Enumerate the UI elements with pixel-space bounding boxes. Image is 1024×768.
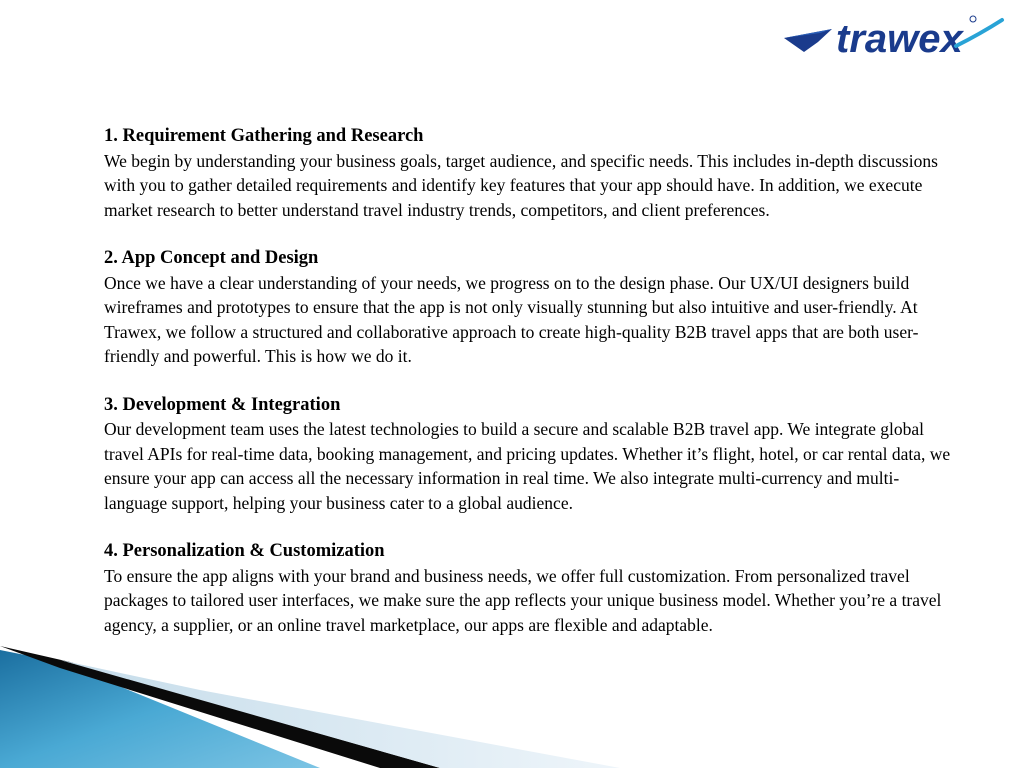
section-development-integration [104,393,954,516]
section-title: 2. App Concept and Design [104,248,319,268]
logo-text: trawex [836,17,963,61]
section-app-concept-design [104,246,954,369]
arrow-wing-icon [780,12,1005,64]
document-content [104,124,954,661]
section-title: 3. Development & Integration [104,394,341,415]
section-body: Once we have a clear understanding of your needs, we progress on to the design phase. Our UX/UI designers build wireframes and prototypes to ensure that the app is not only visually stunning but also intuitive and user-friendly. At Trawex, we follow a structured and collaborative approach to create high-quality B2B travel apps that are both user-friendly and powerful. This is how we do it. [104,272,919,366]
trawex-logo [780,12,1005,64]
section-body: To ensure the app aligns with your brand and business needs, we offer full customization. From personalized travel packages to tailored user interfaces, we make sure the app reflects your unique business model. Whether you’re a travel agency, a supplier, or an online travel marketplace, our apps are flexible and adaptable. [104,565,942,635]
section-title: 4. Personalization & Customization [104,541,385,561]
section-body: Our development team uses the latest technologies to build a secure and scalable B2B travel app. We integrate global travel APIs for real-time data, booking management, and pricing updates. Whether it’s flight, hotel, or car rental data, we ensure your app can access all the necessary information in real time. We also integrate multi-currency and multi-language support, helping your business cater to a global audience. [104,419,951,513]
section-title: 1. Requirement Gathering and Research [104,126,424,146]
section-body: We begin by understanding your business goals, target audience, and specific needs. This includes in-depth discussions with you to gather detailed requirements and identify key features that your app should have. In addition, we execute market research to better understand travel industry trends, competitors, and client preferences. [104,150,938,220]
section-requirement-gathering [104,124,954,222]
section-personalization-customization [104,539,954,637]
